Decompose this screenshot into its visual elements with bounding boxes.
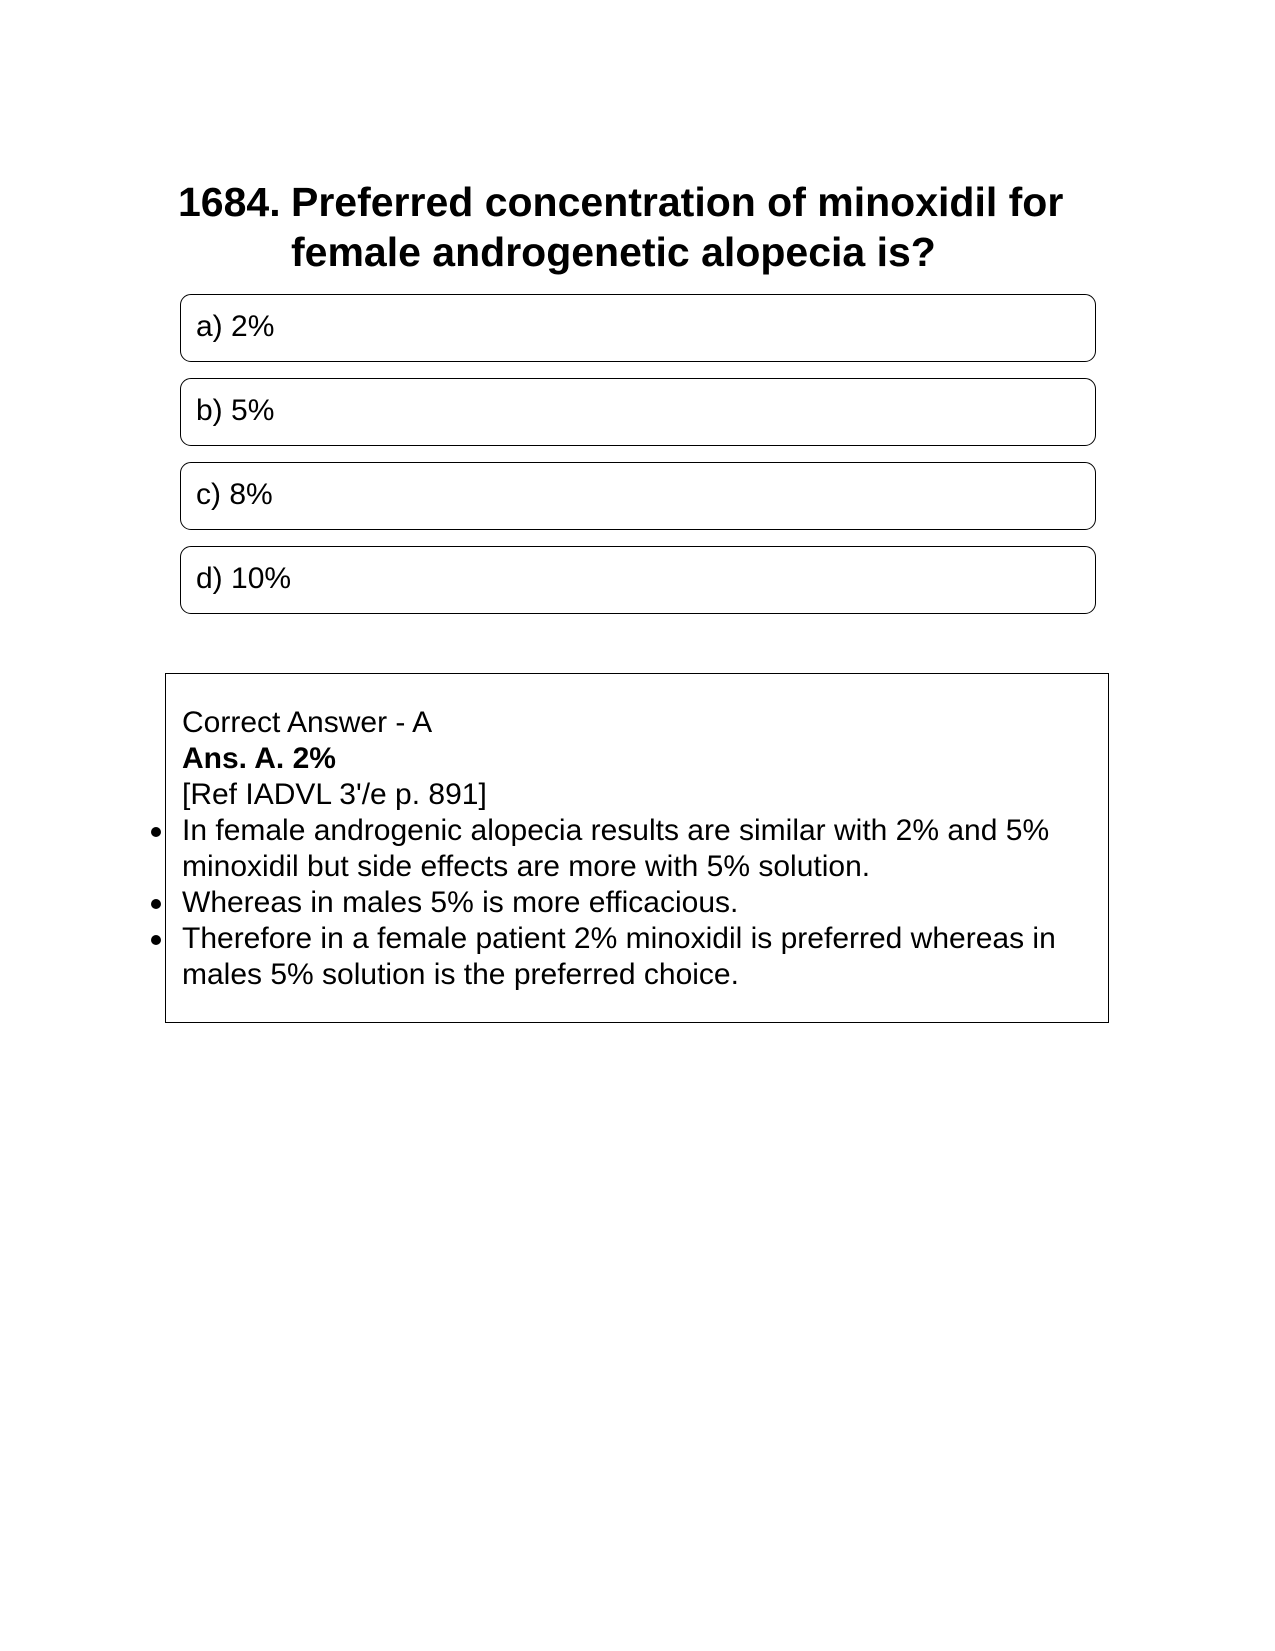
explanation-text: Therefore in a female patient 2% minoxidil is preferred whereas in males 5% solution is the preferred choice.	[182, 922, 1056, 991]
answer-box	[165, 673, 1109, 1023]
question-text: Preferred concentration of minoxidil for female androgenetic alopecia is?	[291, 179, 1064, 275]
explanation-text: Whereas in males 5% is more efficacious.	[182, 886, 739, 919]
option-d[interactable]: d) 10%	[180, 546, 1096, 614]
correct-answer-line: Correct Answer - A	[182, 706, 433, 739]
list-item	[182, 813, 1087, 885]
explanation-text: In female androgenic alopecia results are similar with 2% and 5% minoxidil but side effects are more with 5% solution.	[182, 814, 1050, 883]
answer-content	[182, 705, 1087, 993]
bullet-icon	[151, 899, 161, 909]
answer-heading: Ans. A. 2%	[182, 742, 336, 775]
question-number: 1684.	[178, 179, 281, 225]
explanation-list	[182, 813, 1087, 993]
bullet-icon	[151, 827, 161, 837]
question-heading	[178, 177, 1098, 277]
list-item	[182, 921, 1087, 993]
option-a[interactable]: a) 2%	[180, 294, 1096, 362]
option-b[interactable]: b) 5%	[180, 378, 1096, 446]
reference-line: [Ref IADVL 3'/e p. 891]	[182, 778, 487, 811]
list-item	[182, 885, 1087, 921]
bullet-icon	[151, 935, 161, 945]
options-list	[180, 294, 1096, 630]
option-c[interactable]: c) 8%	[180, 462, 1096, 530]
